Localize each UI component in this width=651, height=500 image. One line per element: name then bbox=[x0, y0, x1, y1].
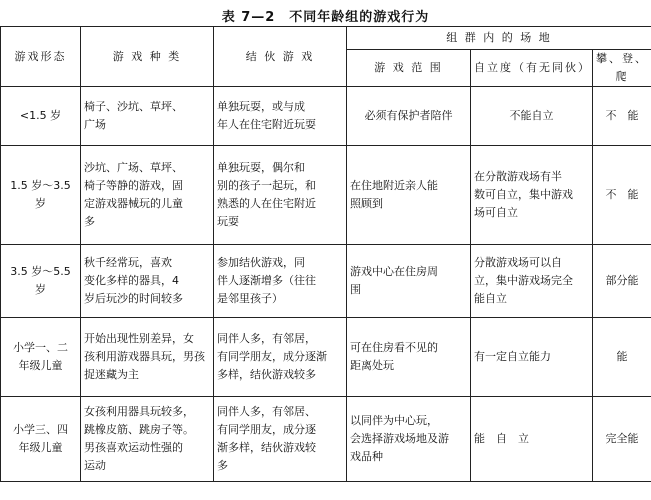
cell-range: 可在住房看不见的 距离处玩 bbox=[347, 318, 471, 397]
cell-type: 女孩利用器具玩较多， 跳橡皮筋、跳房子等。 男孩喜欢运动性强的 运动 bbox=[81, 397, 214, 482]
header-climb: 攀、登、爬 bbox=[593, 50, 651, 87]
header-partner: 结 伙 游 戏 bbox=[214, 27, 347, 87]
cell-form: 3.5 岁～5.5 岁 bbox=[1, 245, 81, 318]
cell-type: 开始出现性别差异，女 孩利用游戏器具玩，男孩 捉迷藏为主 bbox=[81, 318, 214, 397]
cell-partner: 参加结伙游戏，同 伴人逐渐增多（往往 是邻里孩子） bbox=[214, 245, 347, 318]
cell-partner: 单独玩耍，或与成 年人在住宅附近玩耍 bbox=[214, 87, 347, 146]
table-row bbox=[1, 146, 651, 245]
cell-climb: 不 能 bbox=[593, 87, 651, 146]
cell-form: 小学三、四 年级儿童 bbox=[1, 397, 81, 482]
cell-range: 游戏中心在住房周 围 bbox=[347, 245, 471, 318]
table-row bbox=[1, 87, 651, 146]
header-form: 游戏形态 bbox=[1, 27, 81, 87]
game-behavior-table bbox=[0, 26, 651, 482]
cell-type: 秋千经常玩，喜欢 变化多样的器具，4 岁后玩沙的时间较多 bbox=[81, 245, 214, 318]
table-title: 表 7—2 不同年龄组的游戏行为 bbox=[221, 10, 430, 25]
cell-independence: 有一定自立能力 bbox=[471, 318, 593, 397]
table-row bbox=[1, 318, 651, 397]
cell-independence: 在分散游戏场有半 数可自立，集中游戏 场可自立 bbox=[471, 146, 593, 245]
cell-range: 以同伴为中心玩， 会选择游戏场地及游 戏品种 bbox=[347, 397, 471, 482]
cell-form: <1.5 岁 bbox=[1, 87, 81, 146]
header-range: 游 戏 范 围 bbox=[347, 50, 471, 87]
cell-form: 1.5 岁～3.5 岁 bbox=[1, 146, 81, 245]
cell-partner: 同伴人多，有邻居、 有同学朋友，成分逐 渐多样，结伙游戏较 多 bbox=[214, 397, 347, 482]
cell-independence: 不能自立 bbox=[471, 87, 593, 146]
cell-climb: 完全能 bbox=[593, 397, 651, 482]
cell-type: 椅子、沙坑、草坪、 广场 bbox=[81, 87, 214, 146]
header-type: 游 戏 种 类 bbox=[81, 27, 214, 87]
header-group: 组 群 内 的 场 地 bbox=[347, 27, 651, 50]
cell-range: 必须有保护者陪伴 bbox=[347, 87, 471, 146]
cell-independence: 分散游戏场可以自 立，集中游戏场完全 能自立 bbox=[471, 245, 593, 318]
cell-partner: 同伴人多，有邻居， 有同学朋友，成分逐渐 多样，结伙游戏较多 bbox=[214, 318, 347, 397]
cell-climb: 不 能 bbox=[593, 146, 651, 245]
cell-climb: 能 bbox=[593, 318, 651, 397]
header-independence: 自立度（有无同伙） bbox=[471, 50, 593, 87]
cell-type: 沙坑、广场、草坪、 椅子等静的游戏，固 定游戏器械玩的儿童 多 bbox=[81, 146, 214, 245]
cell-climb: 部分能 bbox=[593, 245, 651, 318]
cell-range: 在住地附近亲人能 照顾到 bbox=[347, 146, 471, 245]
table-row bbox=[1, 245, 651, 318]
cell-independence: 能 自 立 bbox=[471, 397, 593, 482]
table-row bbox=[1, 397, 651, 482]
cell-partner: 单独玩耍，偶尔和 别的孩子一起玩，和 熟悉的人在住宅附近 玩耍 bbox=[214, 146, 347, 245]
cell-form: 小学一、二 年级儿童 bbox=[1, 318, 81, 397]
